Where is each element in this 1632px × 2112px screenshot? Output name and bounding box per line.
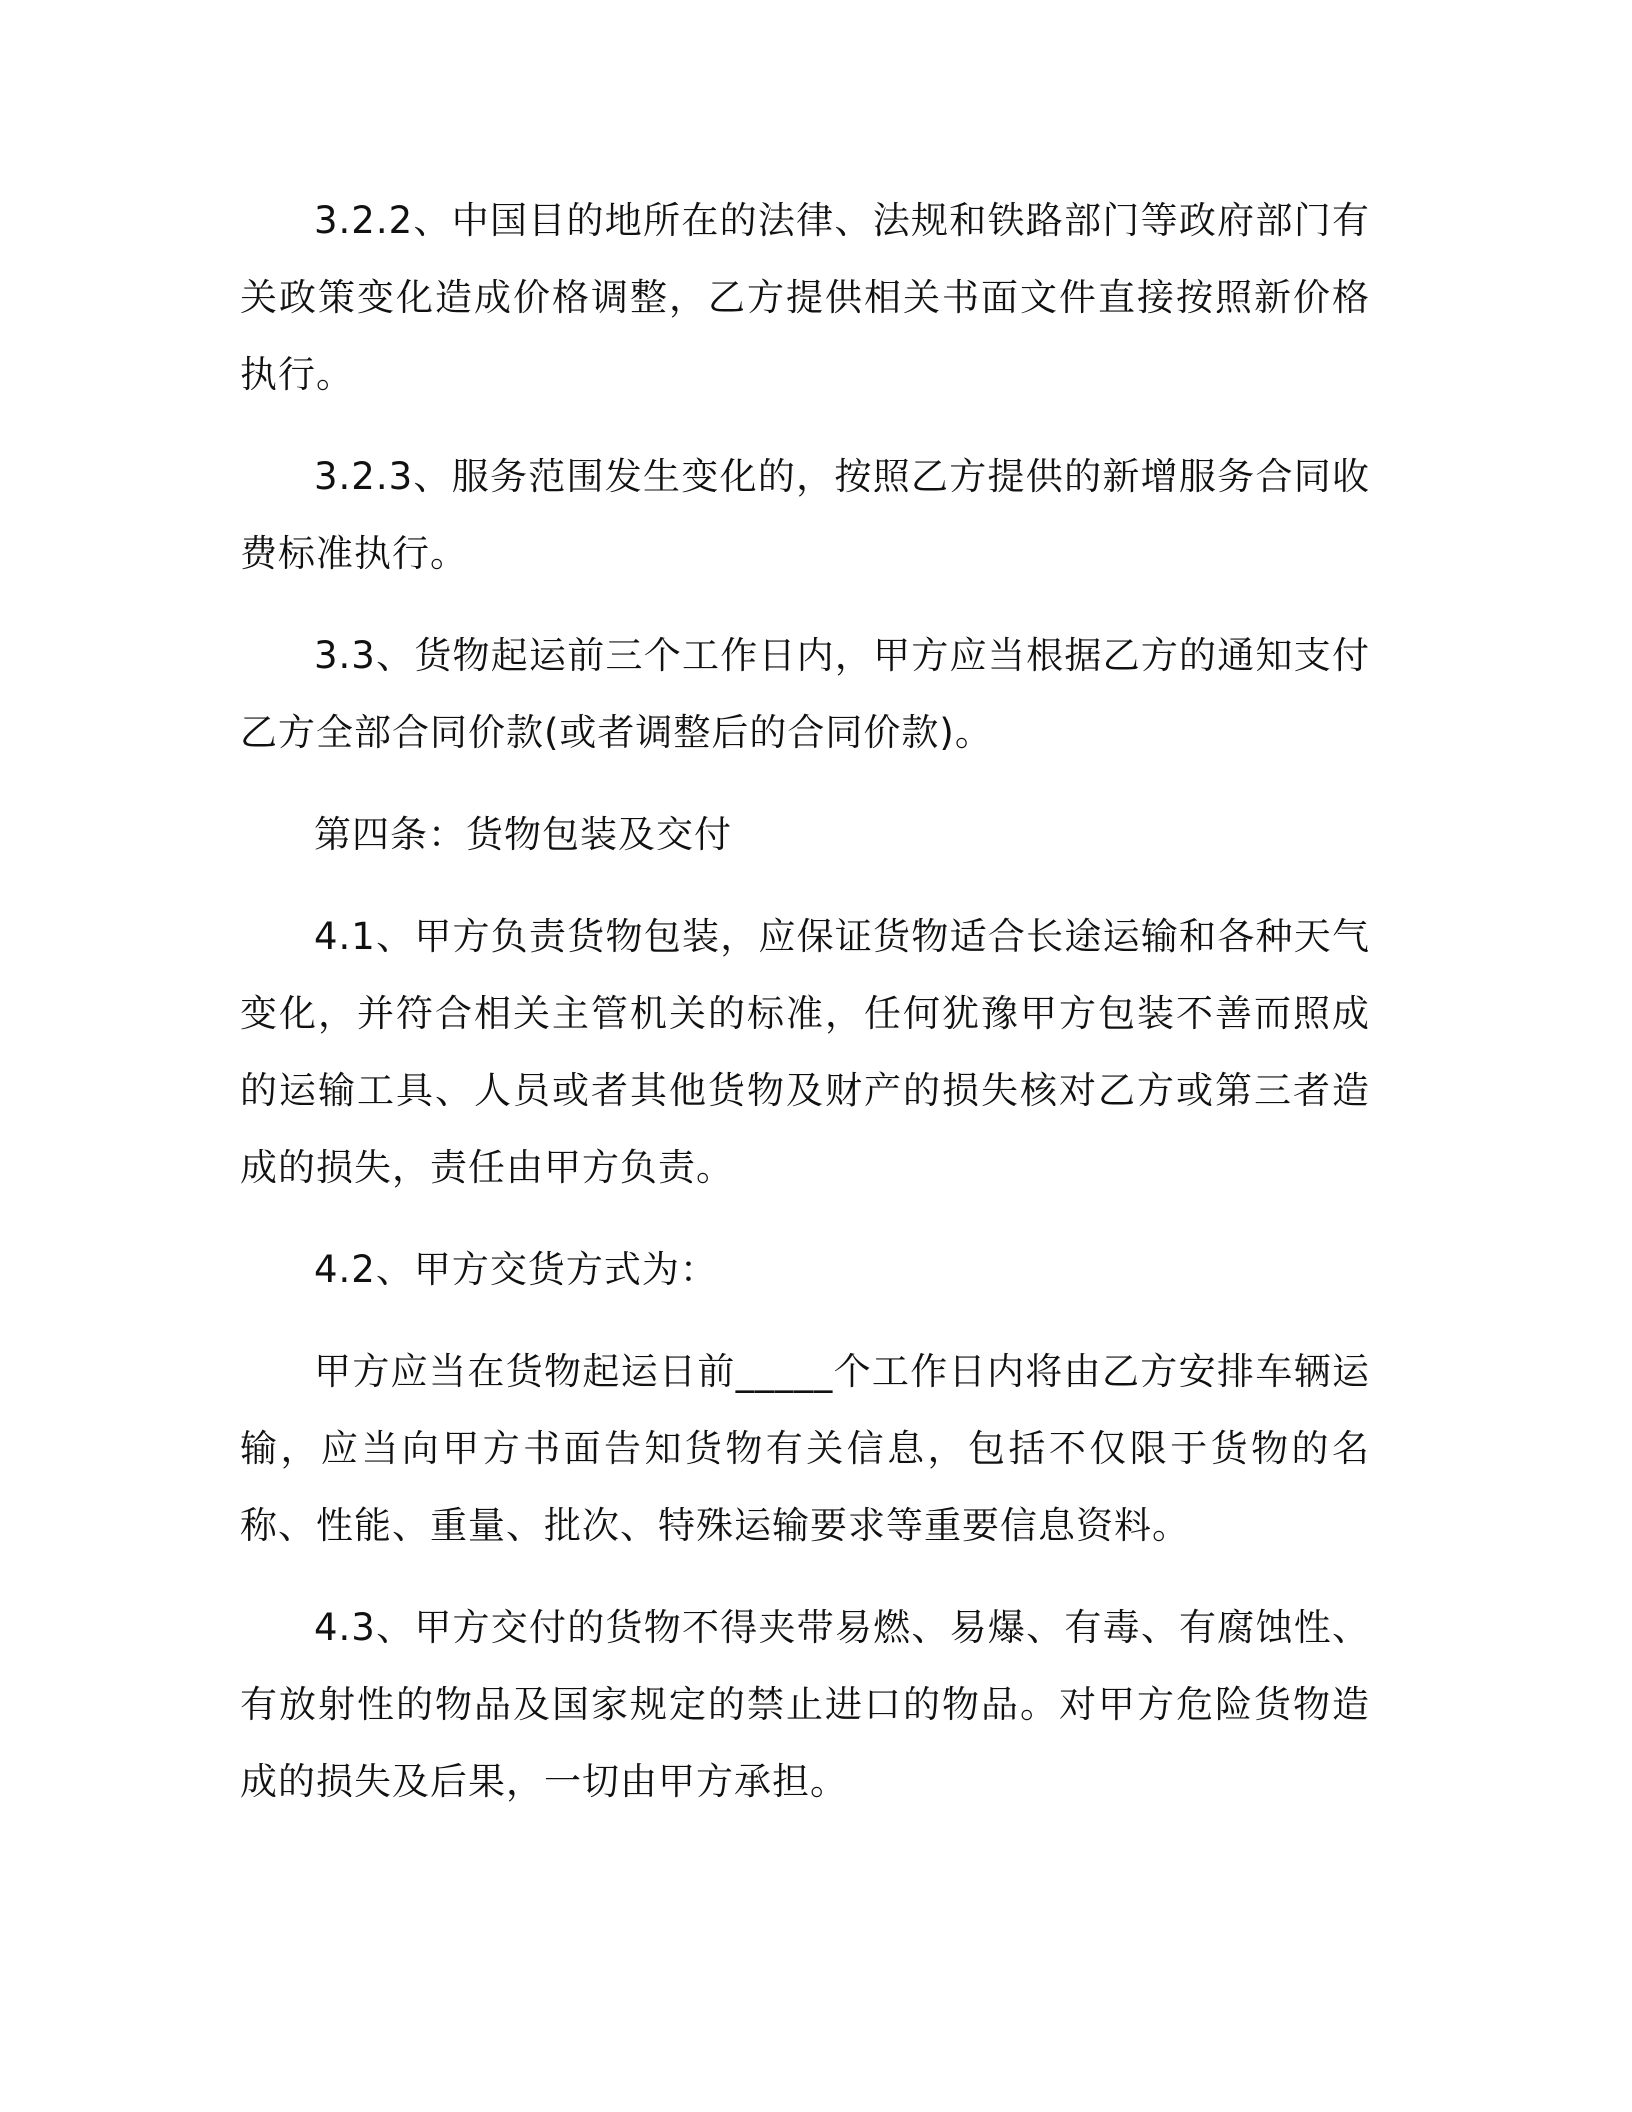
clause-4-2: 4.2、甲方交货方式为： [314, 1248, 718, 1291]
clause-4-2-detail: 甲方应当在货物起运日前_____个工作日内将由乙方安排车辆运输，应当向甲方书面告知货物有关信息，包括不仅限于货物的名称、性能、重量、批次、特殊运输要求等重要信息资料。 [240, 1350, 1370, 1547]
clause-3-2-2: 3.2.2、中国目的地所在的法律、法规和铁路部门等政府部门有关政策变化造成价格调整，乙方提供相关书面文件直接按照新价格执行。 [240, 199, 1370, 396]
clause-4-3: 4.3、甲方交付的货物不得夹带易燃、易爆、有毒、有腐蚀性、有放射性的物品及国家规定的禁止进口的物品。对甲方危险货物造成的损失及后果，一切由甲方承担。 [240, 1606, 1370, 1803]
document-body [240, 182, 1370, 1820]
clause-3-3: 3.3、货物起运前三个工作日内，甲方应当根据乙方的通知支付乙方全部合同价款(或者调整后的合同价款)。 [240, 634, 1370, 754]
article-4-heading: 第四条：货物包装及交付 [314, 813, 732, 856]
clause-4-1: 4.1、甲方负责货物包装，应保证货物适合长途运输和各种天气变化，并符合相关主管机关的标准，任何犹豫甲方包装不善而照成的运输工具、人员或者其他货物及财产的损失核对乙方或第三者造成的损失，责任由甲方负责。 [240, 915, 1370, 1189]
clause-3-2-3: 3.2.3、服务范围发生变化的，按照乙方提供的新增服务合同收费标准执行。 [240, 455, 1370, 575]
